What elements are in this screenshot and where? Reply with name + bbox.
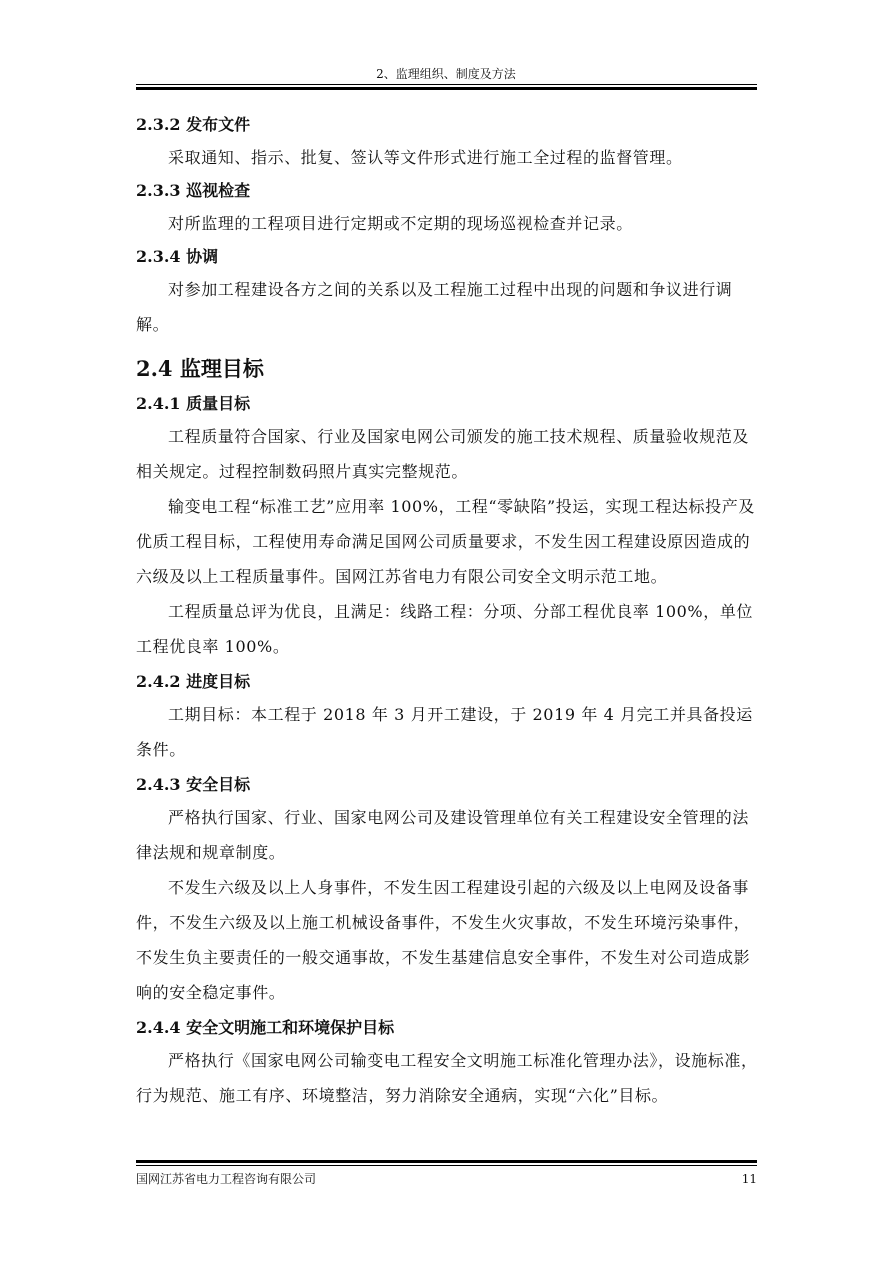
paragraph: 输变电工程“标准工艺”应用率 100%，工程“零缺陷”投运，实现工程达标投产及优质工程目标，工程使用寿命满足国网公司质量要求，不发生因工程建设原因造成的六级及以上工程质量事件。国网江苏省电力有限公司安全文明示范工地。 xyxy=(136,497,755,586)
running-header-title: 2、监理组织、制度及方法 xyxy=(376,67,516,81)
section-heading-2-4-3: 2.4.3 安全目标 xyxy=(136,775,251,794)
paragraph: 工程质量符合国家、行业及国家电网公司颁发的施工技术规程、质量验收规范及相关规定。过程控制数码照片真实完整规范。 xyxy=(136,427,750,481)
section-heading-2-3-3: 2.3.3 巡视检查 xyxy=(136,181,251,200)
paragraph: 对参加工程建设各方之间的关系以及工程施工过程中出现的问题和争议进行调解。 xyxy=(136,280,733,334)
paragraph: 工期目标：本工程于 2018 年 3 月开工建设，于 2019 年 4 月完工并具备投运条件。 xyxy=(136,705,753,759)
header-rule-thick xyxy=(136,87,757,90)
section-heading-2-4-1: 2.4.1 质量目标 xyxy=(136,394,251,413)
footer-rule-thin xyxy=(136,1165,757,1166)
section-heading-2-3-4: 2.3.4 协调 xyxy=(136,247,219,266)
paragraph: 严格执行国家、行业、国家电网公司及建设管理单位有关工程建设安全管理的法律法规和规章制度。 xyxy=(136,808,750,862)
header-rule-thin xyxy=(136,84,757,85)
section-heading-2-4-4: 2.4.4 安全文明施工和环境保护目标 xyxy=(136,1018,395,1037)
paragraph: 采取通知、指示、批复、签认等文件形式进行施工全过程的监督管理。 xyxy=(168,148,683,167)
page-body xyxy=(136,113,762,1113)
section-heading-2-4-2: 2.4.2 进度目标 xyxy=(136,672,251,691)
paragraph: 不发生六级及以上人身事件，不发生因工程建设引起的六级及以上电网及设备事件，不发生六级及以上施工机械设备事件，不发生火灾事故，不发生环境污染事件，不发生负主要责任的一般交通事故，不发生基建信息安全事件，不发生对公司造成影响的安全稳定事件。 xyxy=(136,878,751,1002)
paragraph: 严格执行《国家电网公司输变电工程安全文明施工标准化管理办法》，设施标准，行为规范、施工有序、环境整洁，努力消除安全通病，实现“六化”目标。 xyxy=(136,1051,758,1105)
paragraph: 对所监理的工程项目进行定期或不定期的现场巡视检查并记录。 xyxy=(168,214,633,233)
section-heading-2-4: 2.4 监理目标 xyxy=(136,356,264,381)
footer-company: 国网江苏省电力工程咨询有限公司 xyxy=(136,1172,317,1186)
paragraph: 工程质量总评为优良，且满足：线路工程：分项、分部工程优良率 100%，单位工程优良率 100%。 xyxy=(136,602,754,656)
footer-rule-thick xyxy=(136,1160,757,1163)
section-heading-2-3-2: 2.3.2 发布文件 xyxy=(136,115,251,134)
page-number: 11 xyxy=(741,1172,757,1186)
